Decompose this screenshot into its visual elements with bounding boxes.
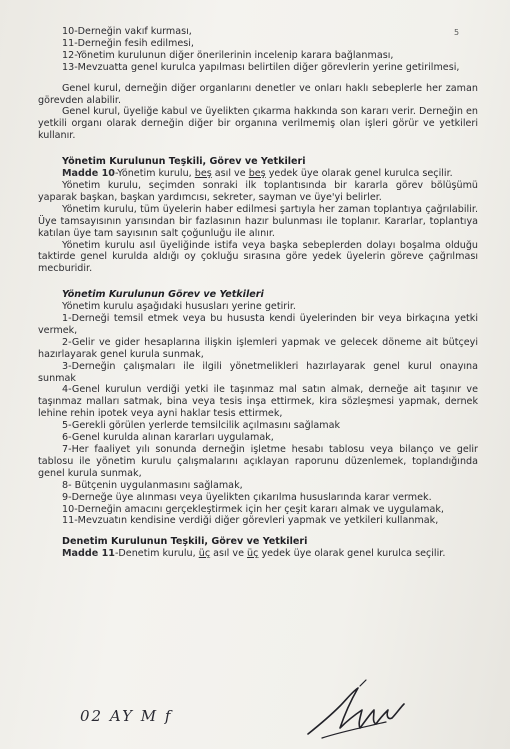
madde-text: asıl ve bbox=[211, 168, 249, 180]
paragraph: Yönetim kurulu asıl üyeliğinde istifa veya başka sebeplerden dolayı boşalma olduğu taktirde genel kurulda aldığı oy çokluğu sırasına göre yedek üyelerin göreve çağrılması mecburidir. bbox=[38, 239, 478, 275]
list-item: 8- Bütçenin uygulanmasını sağlamak, bbox=[62, 479, 243, 491]
list-item: 6-Genel kurulda alınan kararları uygulamak, bbox=[62, 432, 274, 444]
section-heading-yonetim-gorev: Yönetim Kurulunun Görev ve Yetkileri bbox=[62, 289, 264, 301]
list-item: 7-Her faaliyet yılı sonunda derneğin işletme hesabı tablosu veya bilanço ve gelir tablosu ile yönetim kurulu çalışmalarını açıklayan raporunu düzenlemek, toplandığında genel kurula sunmak, bbox=[38, 444, 478, 479]
list-item: 5-Gerekli görülen yerlerde temsilcilik açılmasını sağlamak bbox=[62, 420, 341, 432]
section-heading-denetim: Denetim Kurulunun Teşkili, Görev ve Yetkileri bbox=[62, 536, 308, 548]
list-item: 10-Derneğin amacını gerçekleştirmek için her çeşit kararı almak ve uygulamak, bbox=[62, 503, 444, 515]
madde-label: Madde 11 bbox=[62, 548, 115, 560]
paragraph-denetler: Genel kurul, derneğin diğer organlarını denetler ve onları haklı sebeplerle her zaman görevden alabilir. bbox=[38, 82, 478, 106]
madde-text: -Yönetim kurulu, bbox=[114, 168, 195, 180]
list-item: 11-Derneğin fesih edilmesi, bbox=[62, 37, 194, 49]
list-item: 9-Derneğe üye alınması veya üyelikten çıkarılma hususlarında karar vermek. bbox=[62, 491, 432, 503]
paragraph-intro: Yönetim kurulu aşağıdaki hususları yerine getirir. bbox=[62, 301, 296, 313]
list-item: 12-Yönetim kurulunun diğer önerilerinin incelenip karara bağlanması, bbox=[62, 49, 394, 61]
signature-scribble bbox=[300, 676, 410, 746]
list-item: 13-Mevzuatta genel kurulca yapılması belirtilen diğer görevlerin yerine getirilmesi, bbox=[62, 61, 460, 73]
madde-count: üç bbox=[198, 548, 211, 560]
paragraph: Yönetim kurulu, seçimden sonraki ilk toplantısında bir kararla görev bölüşümü yaparak başkan, başkan yardımcısı, sekreter, sayman ve üye'yi belirler. bbox=[38, 179, 478, 203]
madde-text: -Denetim kurulu, bbox=[114, 548, 199, 560]
section-heading-yonetim-teskili: Yönetim Kurulunun Teşkili, Görev ve Yetkileri bbox=[62, 156, 306, 168]
list-item: 2-Gelir ve gider hesaplarına ilişkin işlemleri yapmak ve gelecek döneme ait bütçeyi hazırlayarak genel kurula sunmak, bbox=[38, 336, 478, 360]
madde-text: yedek üye olarak genel kurulca seçilir. bbox=[258, 548, 446, 560]
madde-text: asıl ve bbox=[210, 548, 248, 560]
list-item: 4-Genel kurulun verdiği yetki ile taşınmaz mal satın almak, derneğe ait taşınır ve taşınmaz malları satmak, bina veya tesis inşa ettirmek, kira sözleşmesi yapmak, dernek lehine rehin ipotek veya ayni haklar tesis ettirmek, bbox=[38, 384, 478, 420]
madde-11 bbox=[38, 548, 478, 560]
handwritten-initials: 02 AY M f bbox=[80, 707, 173, 725]
page-number: 5 bbox=[454, 28, 460, 37]
document-body bbox=[38, 26, 478, 560]
list-item: 10-Derneğin vakıf kurması, bbox=[62, 26, 192, 37]
madde-10 bbox=[38, 168, 478, 180]
list-item: 1-Derneği temsil etmek veya bu hususta kendi üyelerinden bir veya birkaçına yetki vermek, bbox=[38, 313, 478, 336]
list-item: 11-Mevzuatın kendisine verdiği diğer görevleri yapmak ve yetkileri kullanmak, bbox=[62, 515, 439, 527]
madde-text: yedek üye olarak genel kurulca seçilir. bbox=[265, 168, 453, 180]
list-item: 3-Derneğin çalışmaları ile ilgili yönetmelikleri hazırlayarak genel kurul onayına sunmak bbox=[38, 360, 478, 384]
madde-count: beş bbox=[248, 168, 266, 180]
madde-label: Madde 10 bbox=[62, 168, 115, 180]
madde-count: beş bbox=[194, 168, 212, 180]
paragraph: Yönetim kurulu, tüm üyelerin haber edilmesi şartıyla her zaman toplantıya çağrılabilir. Üye tamsayısının yarısından bir fazlasının hazır bulunması ile toplanır. Kararlar, toplantıya katılan üye tam sayısının salt çoğunluğu ile alınır. bbox=[38, 203, 478, 239]
paragraph-son-karar: Genel kurul, üyeliğe kabul ve üyelikten çıkarma hakkında son kararı verir. Derneğin en yetkili organı olarak derneğin diğer bir organına verilmemiş olan işleri görür ve yetkileri kullanır. bbox=[38, 106, 478, 142]
madde-count: üç bbox=[247, 548, 259, 560]
